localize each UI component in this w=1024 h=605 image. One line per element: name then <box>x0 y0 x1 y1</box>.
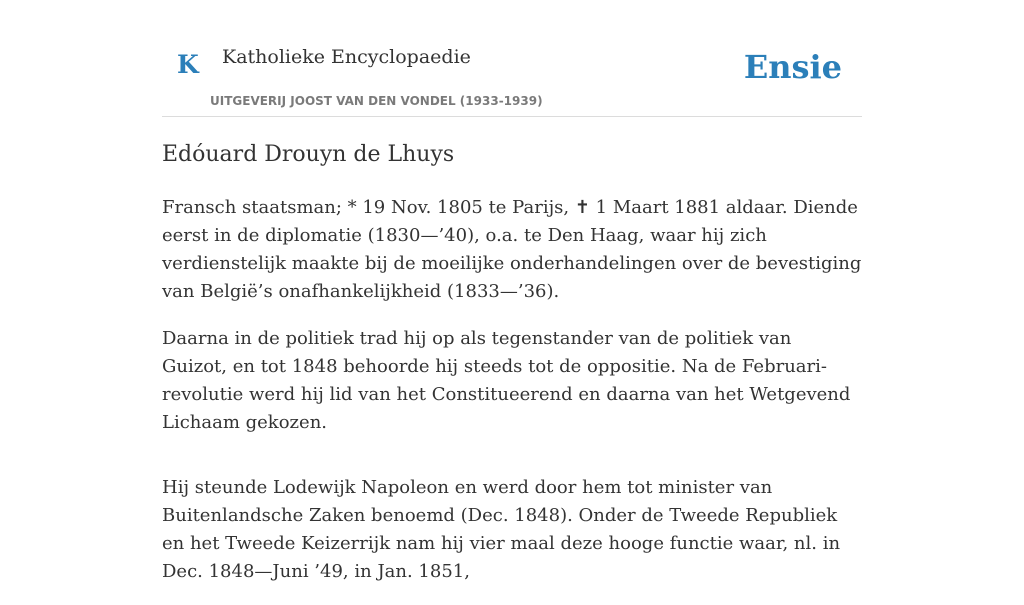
article-paragraph: Daarna in de politiek trad hij op als tegenstander van de politiek van Guizot, en tot 1848 behoorde hij steeds tot de oppositie. Na de Februari-revolutie werd hij lid van het Constitueerend en daarna van het Wetgevend Lichaam gekozen. <box>162 328 851 433</box>
article-paragraph: Fransch staatsman; * 19 Nov. 1805 te Parijs, ✝ 1 Maart 1881 aldaar. Diende eerst in de diplomatie (1830—’40), o.a. te Den Haag, waar hij zich verdienstelijk maakte bij de moeilijke onderhandelingen over de bevestiging van België’s onafhankelijkheid (1833—’36). <box>162 197 862 302</box>
ensie-brand-link[interactable]: Ensie <box>743 48 842 86</box>
site-title-link[interactable]: Katholieke Encyclopaedie <box>222 46 471 68</box>
article <box>162 138 862 605</box>
article-title: Edóuard Drouyn de Lhuys <box>162 142 455 167</box>
logo-k-icon[interactable]: K <box>177 50 199 79</box>
site-header <box>162 30 862 117</box>
article-paragraph: Hij steunde Lodewijk Napoleon en werd door hem tot minister van Buitenlandsche Zaken benoemd (Dec. 1848). Onder de Tweede Republiek en het Tweede Keizerrijk nam hij vier maal deze hooge functie waar, nl. in Dec. 1848—Juni ’49, in Jan. 1851, <box>162 477 841 582</box>
publisher-subtitle: UITGEVERIJ JOOST VAN DEN VONDEL (1933-1939) <box>210 94 543 108</box>
